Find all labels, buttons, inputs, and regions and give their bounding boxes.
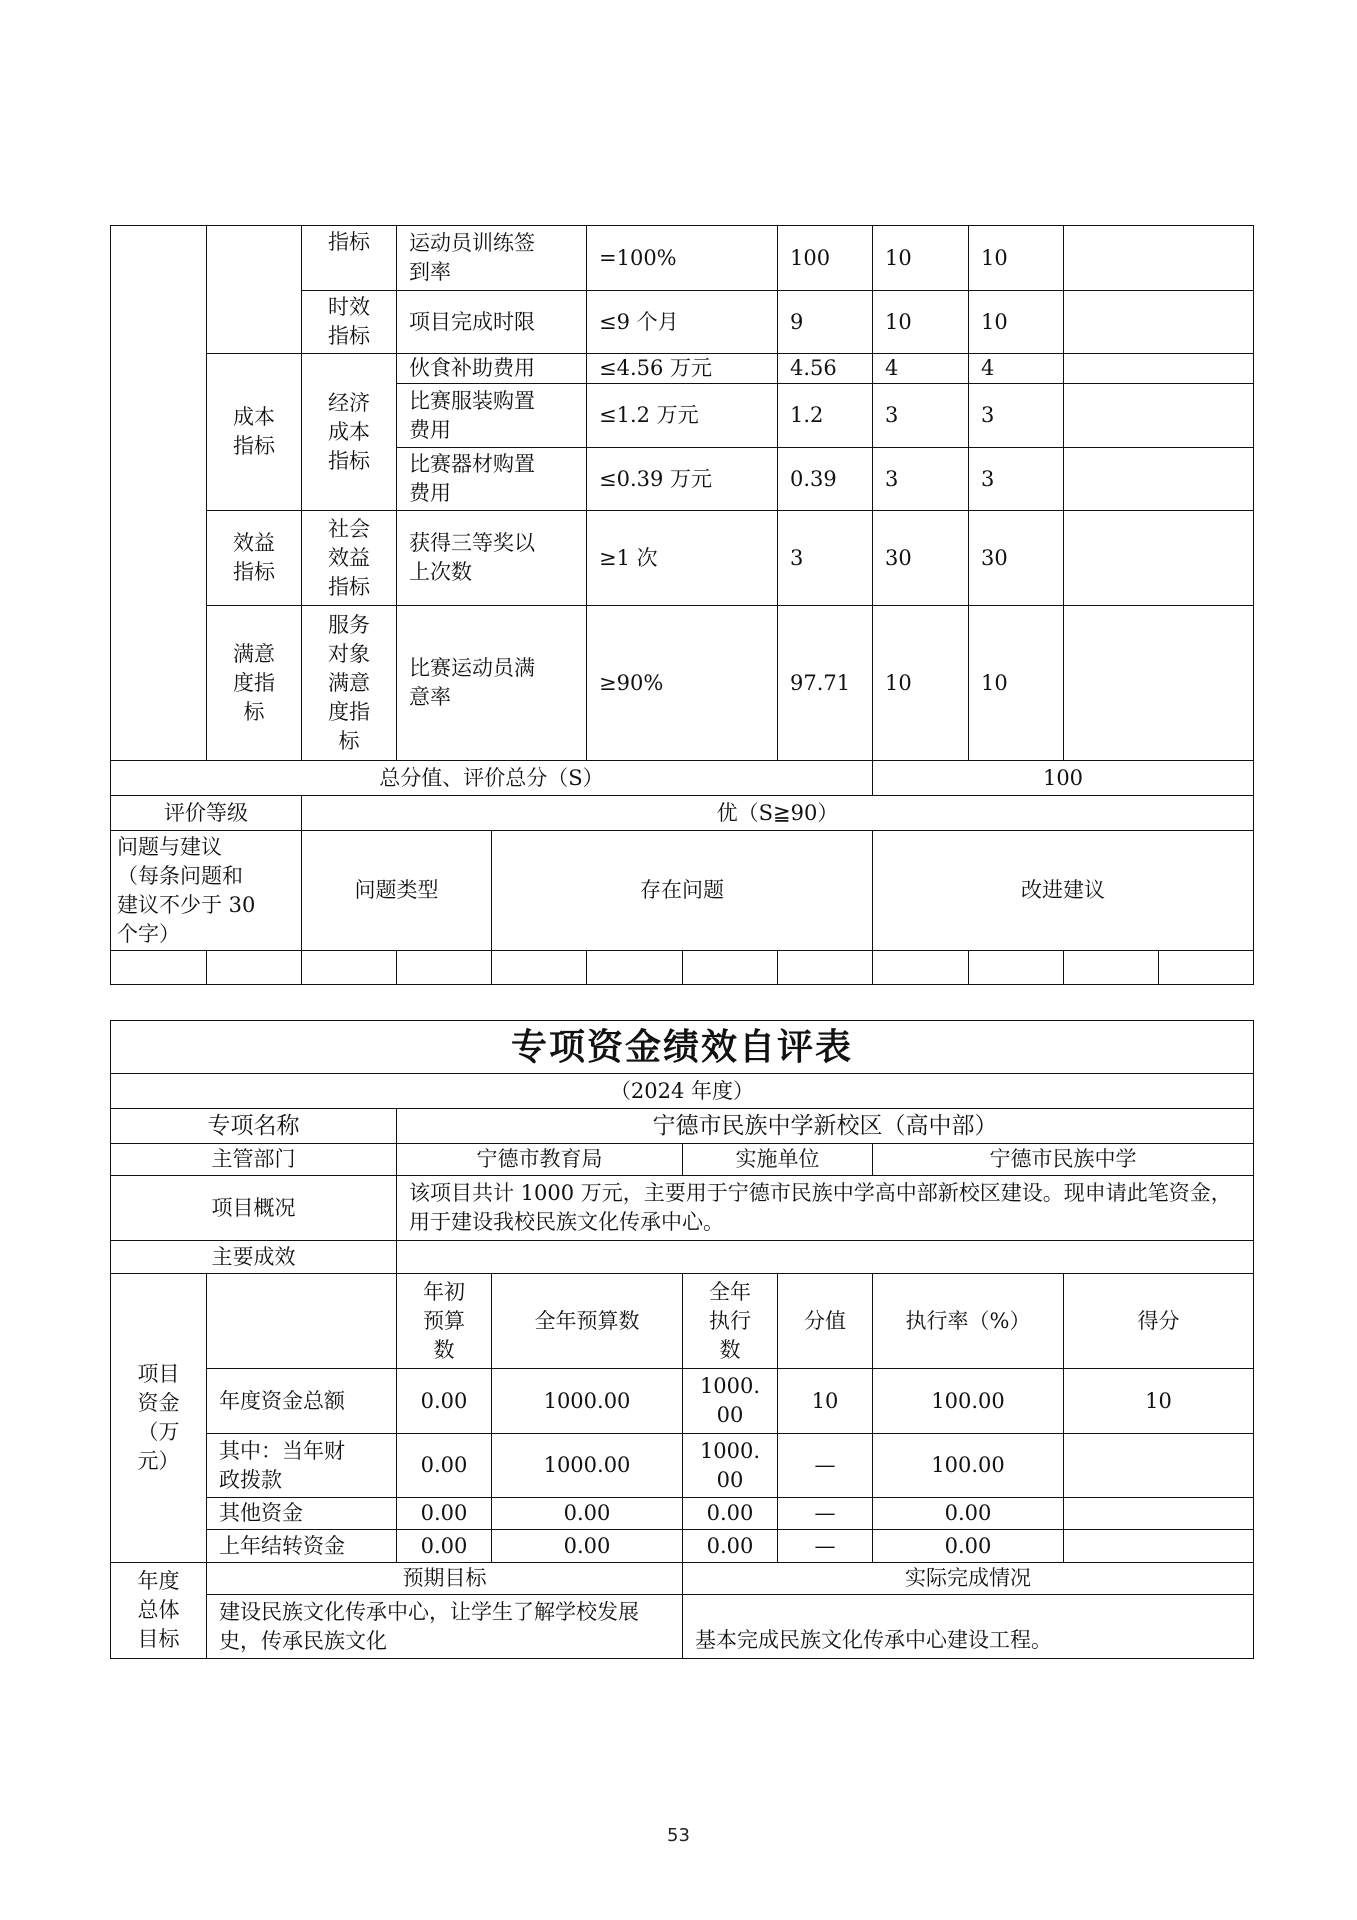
fund-row-initial: 0.00 [396,1368,492,1434]
level3-indicator-cell: 服务 对象 满意 度指 标 [301,605,397,761]
indicator-target: ≤1.2 万元 [586,383,778,448]
funds-header-score: 得分 [1063,1273,1254,1369]
table-year: （2024 年度） [110,1073,1254,1109]
indicator-actual: 100 [777,225,873,291]
empty-cell [777,950,873,985]
level1-indicator-cell [110,225,207,761]
indicator-target: ≥90% [586,605,778,761]
indicator-actual: 1.2 [777,383,873,448]
indicator-note [1063,383,1254,448]
empty-cell [872,950,969,985]
unit-label: 实施单位 [682,1143,873,1176]
indicator-actual: 97.71 [777,605,873,761]
fund-row-score: 10 [1063,1368,1254,1434]
expected-goal-text: 建设民族文化传承中心，让学生了解学校发展史，传承民族文化 [206,1594,683,1659]
fund-row-weight: 10 [777,1368,873,1434]
level2-indicator-cell [206,225,302,354]
funds-header-initial: 年初 预算 数 [396,1273,492,1369]
fund-row-name: 其他资金 [206,1497,397,1530]
fund-row-score [1063,1529,1254,1563]
grade-value: 优（S≧90） [301,795,1254,831]
fund-row-score [1063,1497,1254,1530]
empty-cell [1063,950,1159,985]
indicator-weight: 3 [872,383,969,448]
indicator-name: 运动员训练签 到率 [396,225,587,291]
fund-row-annual: 1000.00 [491,1368,683,1434]
unit-value: 宁德市民族中学 [872,1143,1254,1176]
issues-label: 问题与建议 （每条问题和 建议不少于 30 个字） [110,830,302,951]
indicator-score: 4 [968,353,1064,384]
indicator-note [1063,447,1254,511]
indicator-target: ≤0.39 万元 [586,447,778,511]
fund-row-annual: 0.00 [491,1497,683,1530]
empty-cell [1158,950,1254,985]
funds-header-annual: 全年预算数 [491,1273,683,1369]
indicator-weight: 30 [872,510,969,606]
indicator-name: 获得三等奖以 上次数 [396,510,587,606]
fund-row-initial: 0.00 [396,1529,492,1563]
project-name-value: 宁德市民族中学新校区（高中部） [396,1108,1254,1144]
fund-row-weight: — [777,1433,873,1498]
funds-header-item [206,1273,397,1369]
indicator-score: 10 [968,605,1064,761]
indicator-name: 比赛服装购置 费用 [396,383,587,448]
empty-cell [586,950,683,985]
indicator-target: ≤4.56 万元 [586,353,778,384]
overview-text: 该项目共计 1000 万元，主要用于宁德市民族中学高中部新校区建设。现申请此笔资金，用于建设我校民族文化传承中心。 [396,1175,1254,1241]
total-score-label: 总分值、评价总分（S） [110,760,873,796]
indicator-weight: 3 [872,447,969,511]
actual-completion-header: 实际完成情况 [682,1562,1254,1595]
indicator-weight: 4 [872,353,969,384]
fund-row-executed: 0.00 [682,1497,778,1530]
table-title: 专项资金绩效自评表 [110,1020,1254,1074]
indicator-actual: 4.56 [777,353,873,384]
indicator-note [1063,353,1254,384]
fund-row-rate: 100.00 [872,1368,1064,1434]
indicator-weight: 10 [872,225,969,291]
goal-label: 年度 总体 目标 [110,1562,207,1659]
issue-suggest-header: 改进建议 [872,830,1254,951]
indicator-actual: 9 [777,290,873,354]
indicator-score: 10 [968,290,1064,354]
fund-row-score [1063,1433,1254,1498]
indicator-target: =100% [586,225,778,291]
indicator-note [1063,225,1254,291]
indicator-name: 比赛器材购置 费用 [396,447,587,511]
indicator-score: 3 [968,383,1064,448]
fund-row-rate: 0.00 [872,1529,1064,1563]
dept-value: 宁德市教育局 [396,1143,683,1176]
actual-completion-text: 基本完成民族文化传承中心建设工程。 [682,1594,1254,1659]
level2-indicator-cell: 满意 度指 标 [206,605,302,761]
indicator-target: ≤9 个月 [586,290,778,354]
fund-row-rate: 100.00 [872,1433,1064,1498]
empty-cell [396,950,492,985]
empty-cell [968,950,1064,985]
page-number: 53 [667,1825,690,1846]
indicator-name: 伙食补助费用 [396,353,587,384]
fund-row-executed: 1000. 00 [682,1433,778,1498]
empty-cell [301,950,397,985]
fund-row-initial: 0.00 [396,1497,492,1530]
level2-indicator-cell: 效益 指标 [206,510,302,606]
total-score-value: 100 [872,760,1254,796]
indicator-actual: 3 [777,510,873,606]
fund-row-name: 年度资金总额 [206,1368,397,1434]
fund-row-rate: 0.00 [872,1497,1064,1530]
issue-type-header: 问题类型 [301,830,492,951]
dept-label: 主管部门 [110,1143,397,1176]
empty-cell [110,950,207,985]
indicator-note [1063,290,1254,354]
level3-indicator-cell: 社会 效益 指标 [301,510,397,606]
funds-header-weight: 分值 [777,1273,873,1369]
fund-row-executed: 0.00 [682,1529,778,1563]
fund-row-executed: 1000. 00 [682,1368,778,1434]
indicator-name: 比赛运动员满 意率 [396,605,587,761]
issue-exist-header: 存在问题 [491,830,873,951]
level3-indicator-cell: 指标 [301,225,397,291]
indicator-score: 10 [968,225,1064,291]
expected-goal-header: 预期目标 [206,1562,683,1595]
funds-header-executed: 全年 执行 数 [682,1273,778,1369]
results-value [396,1240,1254,1274]
results-label: 主要成效 [110,1240,397,1274]
indicator-score: 30 [968,510,1064,606]
indicator-weight: 10 [872,290,969,354]
fund-row-name: 上年结转资金 [206,1529,397,1563]
indicator-note [1063,510,1254,606]
fund-row-annual: 1000.00 [491,1433,683,1498]
level3-indicator-cell: 时效 指标 [301,290,397,354]
overview-label: 项目概况 [110,1175,397,1241]
empty-cell [491,950,587,985]
fund-row-name: 其中：当年财 政拨款 [206,1433,397,1498]
indicator-target: ≥1 次 [586,510,778,606]
indicator-note [1063,605,1254,761]
indicator-score: 3 [968,447,1064,511]
indicator-weight: 10 [872,605,969,761]
fund-row-weight: — [777,1529,873,1563]
project-name-label: 专项名称 [110,1108,397,1144]
level2-indicator-cell: 成本 指标 [206,353,302,511]
fund-row-initial: 0.00 [396,1433,492,1498]
fund-row-annual: 0.00 [491,1529,683,1563]
indicator-actual: 0.39 [777,447,873,511]
fund-row-weight: — [777,1497,873,1530]
indicator-name: 项目完成时限 [396,290,587,354]
level3-indicator-cell: 经济 成本 指标 [301,353,397,511]
funds-label: 项目 资金 （万 元） [110,1273,207,1563]
grade-label: 评价等级 [110,795,302,831]
empty-cell [682,950,778,985]
empty-cell [206,950,302,985]
funds-header-rate: 执行率（%） [872,1273,1064,1369]
